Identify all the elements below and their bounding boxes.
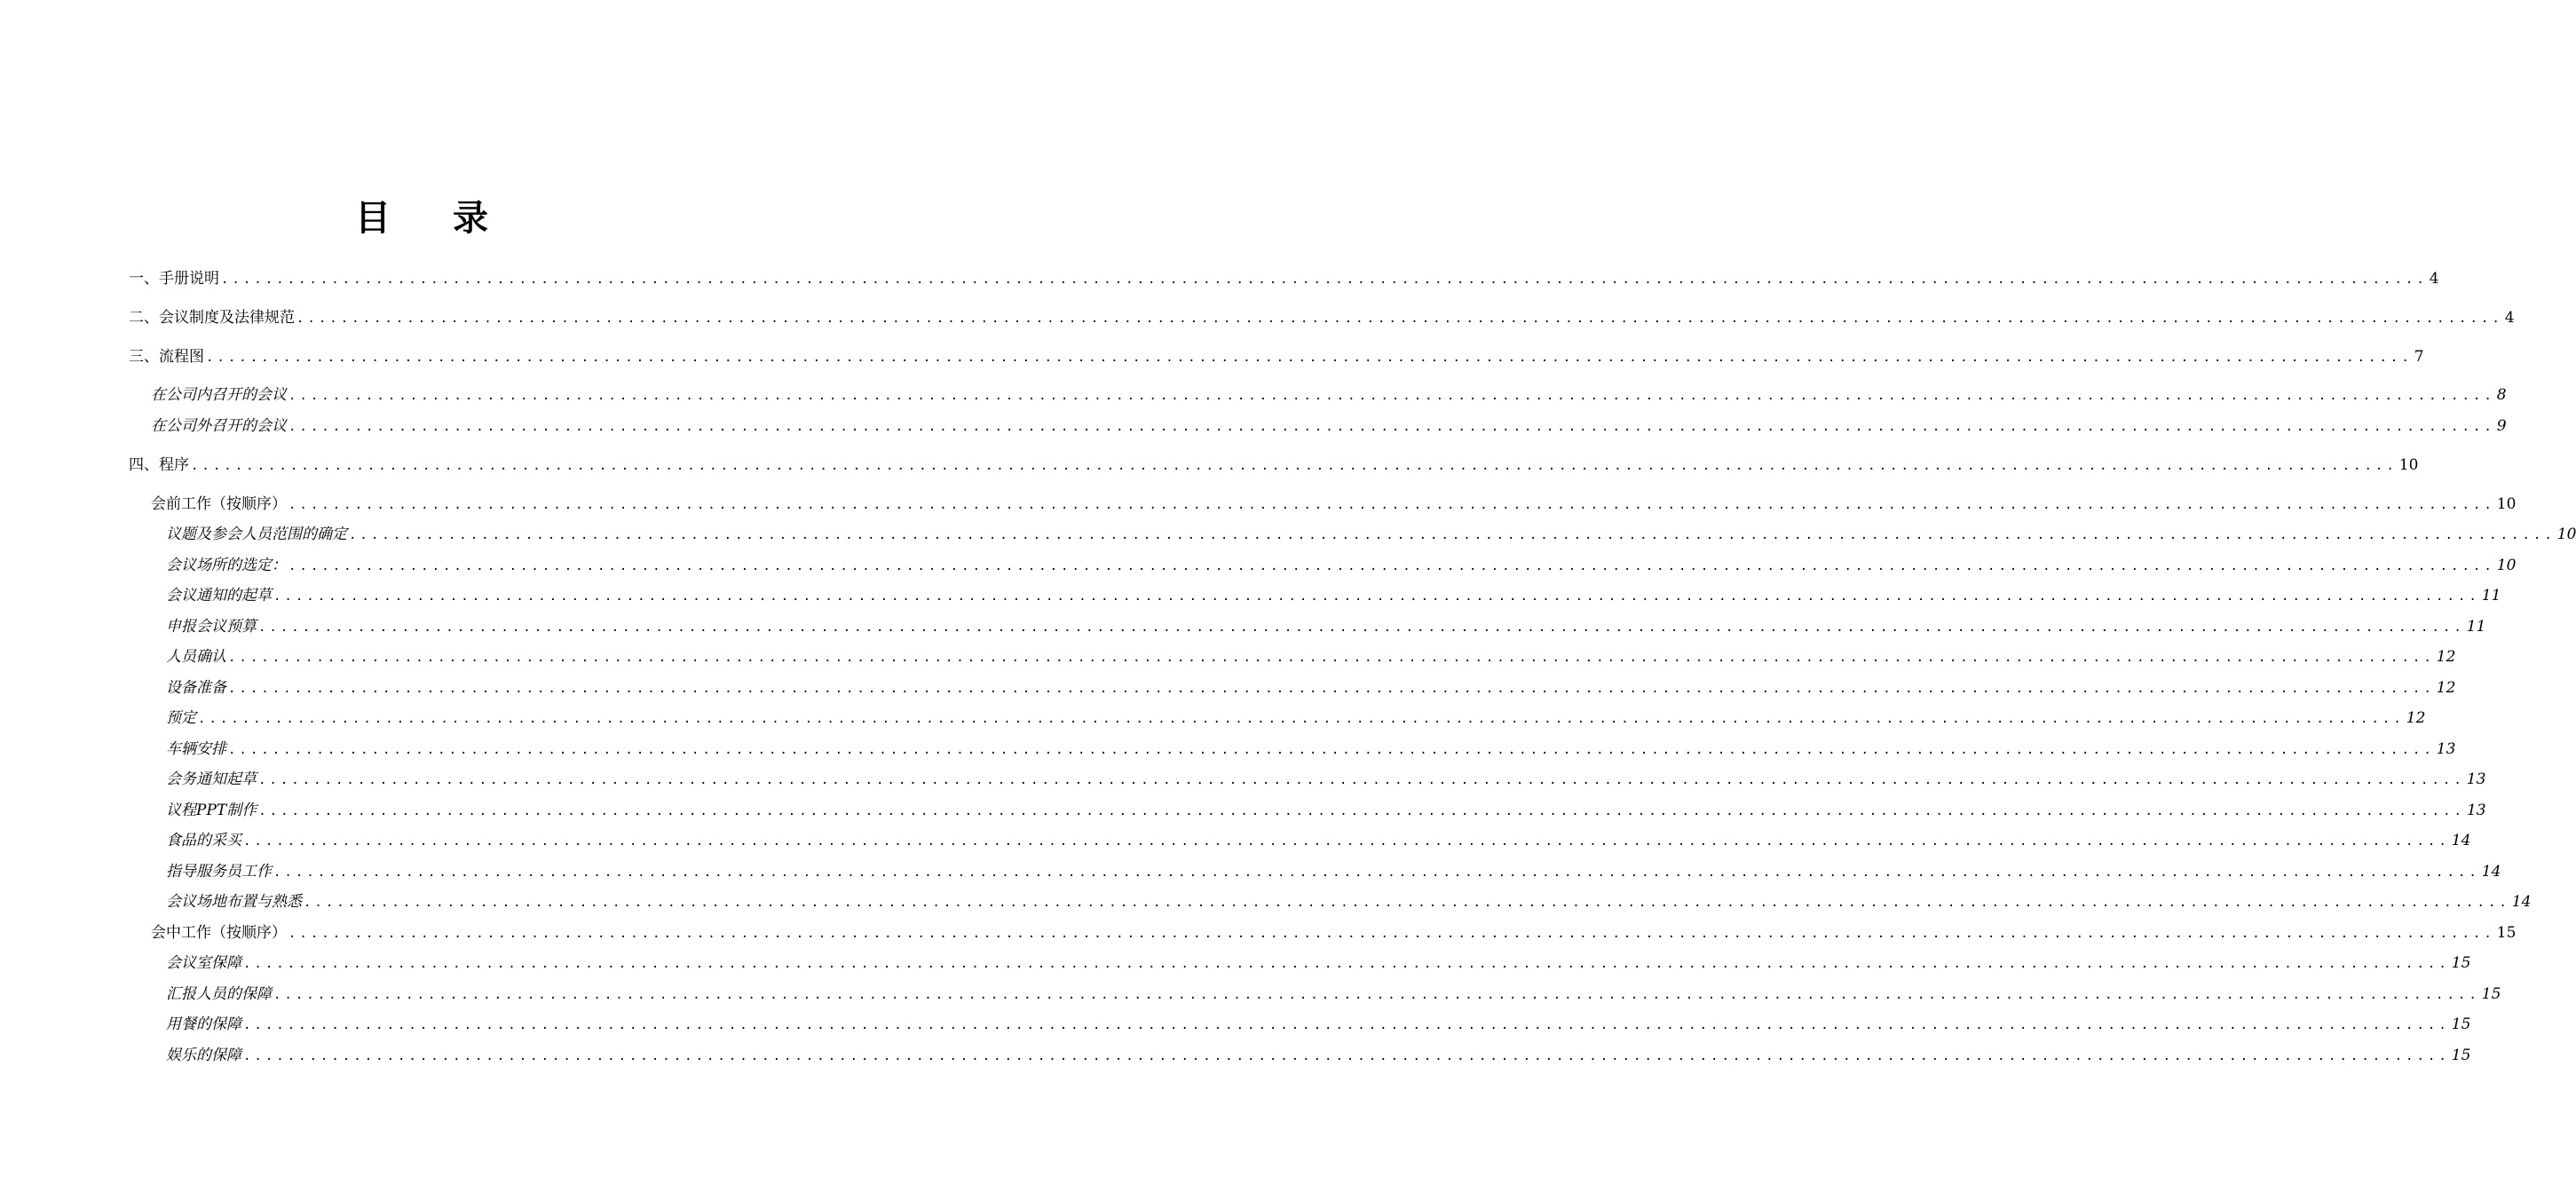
- toc-entry-page-number: 15: [2451, 954, 2471, 972]
- toc-entry-label: 会议场所的选定：: [166, 557, 287, 574]
- toc-dot-leader: ........................................................................................................................................................................................................: [258, 804, 2465, 818]
- toc-entry-label: 会中工作（按顺序）: [151, 924, 287, 942]
- toc-dot-leader: ........................................................................................................................................................................................................: [273, 865, 2480, 880]
- toc-dot-leader: ........................................................................................................................................................................................................: [288, 420, 2495, 434]
- toc-dot-leader: ........................................................................................................................................................................................................: [221, 273, 2428, 287]
- toc-entry[interactable]: [166, 585, 2501, 606]
- toc-entry-label: 会议室保障: [166, 954, 241, 972]
- toc-entry[interactable]: [166, 677, 2456, 699]
- toc-entry-label: 一、手册说明: [129, 270, 219, 288]
- toc-entry[interactable]: [166, 555, 2517, 576]
- toc-entry-label: 三、流程图: [129, 348, 204, 366]
- toc-entry-label: 用餐的保障: [166, 1015, 241, 1033]
- toc-entry-label: 人员确认: [166, 648, 226, 666]
- toc-entry-page-number: 15: [2496, 924, 2517, 942]
- toc-entry[interactable]: [166, 861, 2501, 882]
- toc-entry[interactable]: [166, 739, 2456, 760]
- toc-entry-page-number: 9: [2496, 417, 2507, 435]
- toc-entry[interactable]: [129, 268, 2439, 289]
- toc-entry[interactable]: [151, 922, 2517, 944]
- toc-entry-page-number: 11: [2481, 587, 2501, 604]
- toc-entry-label: 四、程序: [129, 456, 189, 474]
- toc-entry-page-number: 12: [2406, 709, 2426, 727]
- toc-entry[interactable]: [129, 346, 2424, 367]
- toc-entry[interactable]: [166, 1045, 2471, 1066]
- toc-entry-label: 娱乐的保障: [166, 1047, 241, 1064]
- toc-dot-leader: ........................................................................................................................................................................................................: [288, 927, 2495, 941]
- toc-entry-label: 指导服务员工作: [166, 863, 272, 881]
- toc-dot-leader: ........................................................................................................................................................................................................: [206, 351, 2413, 365]
- toc-dot-leader: ........................................................................................................................................................................................................: [349, 528, 2556, 542]
- toc-entry[interactable]: [151, 384, 2507, 406]
- toc-entry-page-number: 10: [2398, 456, 2419, 474]
- toc-dot-leader: ........................................................................................................................................................................................................: [198, 712, 2405, 726]
- toc-entry[interactable]: [166, 646, 2456, 668]
- toc-dot-leader: ........................................................................................................................................................................................................: [288, 559, 2495, 573]
- toc-entry[interactable]: [166, 952, 2471, 974]
- toc-entry[interactable]: [151, 415, 2507, 437]
- toc-entry-page-number: 14: [2451, 832, 2471, 849]
- toc-entry-label: 会务通知起草: [166, 770, 257, 788]
- toc-entry-label: 会议通知的起草: [166, 587, 272, 604]
- toc-entry-page-number: 11: [2466, 618, 2486, 636]
- toc-dot-leader: ........................................................................................................................................................................................................: [273, 988, 2480, 1002]
- toc-dot-leader: ........................................................................................................................................................................................................: [243, 1018, 2450, 1032]
- toc-entry-page-number: 15: [2451, 1047, 2471, 1064]
- toc-entry-label: 二、会议制度及法律规范: [129, 309, 295, 327]
- toc-entry-label: 议题及参会人员范围的确定: [166, 525, 347, 543]
- toc-entry[interactable]: [129, 307, 2515, 328]
- toc-entry-page-number: 14: [2481, 863, 2501, 881]
- toc-dot-leader: ........................................................................................................................................................................................................: [296, 312, 2503, 326]
- toc-dot-leader: ........................................................................................................................................................................................................: [304, 896, 2510, 910]
- toc-entry-page-number: 13: [2466, 802, 2486, 819]
- toc-dot-leader: ........................................................................................................................................................................................................: [228, 743, 2435, 757]
- toc-entry-label: 设备准备: [166, 679, 226, 697]
- toc-entry[interactable]: [166, 524, 2576, 545]
- toc-dot-leader: ........................................................................................................................................................................................................: [243, 1049, 2450, 1063]
- toc-entry[interactable]: [166, 830, 2471, 851]
- toc-dot-leader: ........................................................................................................................................................................................................: [273, 589, 2480, 604]
- toc-dot-leader: ........................................................................................................................................................................................................: [243, 834, 2450, 849]
- toc-entry-label: 车辆安排: [166, 740, 226, 758]
- toc-entry[interactable]: [166, 800, 2486, 821]
- toc-entry-label: 申报会议预算: [166, 618, 257, 636]
- toc-entry-label: 会前工作（按顺序）: [151, 495, 287, 513]
- toc-entry[interactable]: [166, 891, 2532, 913]
- page-title: 目 录: [355, 198, 513, 239]
- toc-dot-leader: ........................................................................................................................................................................................................: [288, 389, 2495, 403]
- toc-entry-page-number: 10: [2556, 525, 2576, 543]
- toc-entry-page-number: 4: [2429, 270, 2439, 288]
- toc-entry-label: 在公司外召开的会议: [151, 417, 287, 435]
- toc-entry-page-number: 4: [2504, 309, 2515, 327]
- toc-dot-leader: ........................................................................................................................................................................................................: [288, 498, 2495, 512]
- toc-entry-page-number: 14: [2511, 893, 2532, 911]
- toc-entry[interactable]: [166, 1014, 2471, 1035]
- toc-entry-page-number: 15: [2451, 1015, 2471, 1033]
- toc-entry[interactable]: [166, 769, 2486, 790]
- toc-dot-leader: ........................................................................................................................................................................................................: [191, 459, 2398, 473]
- toc-entry-page-number: 15: [2481, 985, 2501, 1003]
- toc-entry-page-number: 7: [2414, 348, 2424, 366]
- toc-entry-label: 预定: [166, 709, 196, 727]
- toc-dot-leader: ........................................................................................................................................................................................................: [258, 620, 2465, 635]
- toc-dot-leader: ........................................................................................................................................................................................................: [228, 682, 2435, 696]
- toc-entry-page-number: 10: [2496, 495, 2517, 513]
- toc-entry-label: 会议场地布置与熟悉: [166, 893, 302, 911]
- toc-entry-page-number: 13: [2436, 740, 2456, 758]
- toc-entry[interactable]: [166, 707, 2426, 729]
- toc-entry-label: 议程PPT制作: [166, 802, 257, 819]
- toc-entry-page-number: 12: [2436, 679, 2456, 697]
- toc-entry-page-number: 8: [2496, 386, 2507, 404]
- toc-entry-page-number: 13: [2466, 770, 2486, 788]
- toc-dot-leader: ........................................................................................................................................................................................................: [258, 773, 2465, 787]
- toc-entry-label: 在公司内召开的会议: [151, 386, 287, 404]
- toc-entry[interactable]: [166, 984, 2501, 1005]
- toc-entry-page-number: 10: [2496, 557, 2517, 574]
- toc-dot-leader: ........................................................................................................................................................................................................: [228, 651, 2435, 665]
- toc-entry-label: 汇报人员的保障: [166, 985, 272, 1003]
- toc-dot-leader: ........................................................................................................................................................................................................: [243, 957, 2450, 971]
- toc-entry-page-number: 12: [2436, 648, 2456, 666]
- toc-entry[interactable]: [129, 454, 2419, 476]
- toc-entry[interactable]: [166, 616, 2486, 637]
- toc-entry-label: 食品的采买: [166, 832, 241, 849]
- toc-entry[interactable]: [151, 494, 2517, 515]
